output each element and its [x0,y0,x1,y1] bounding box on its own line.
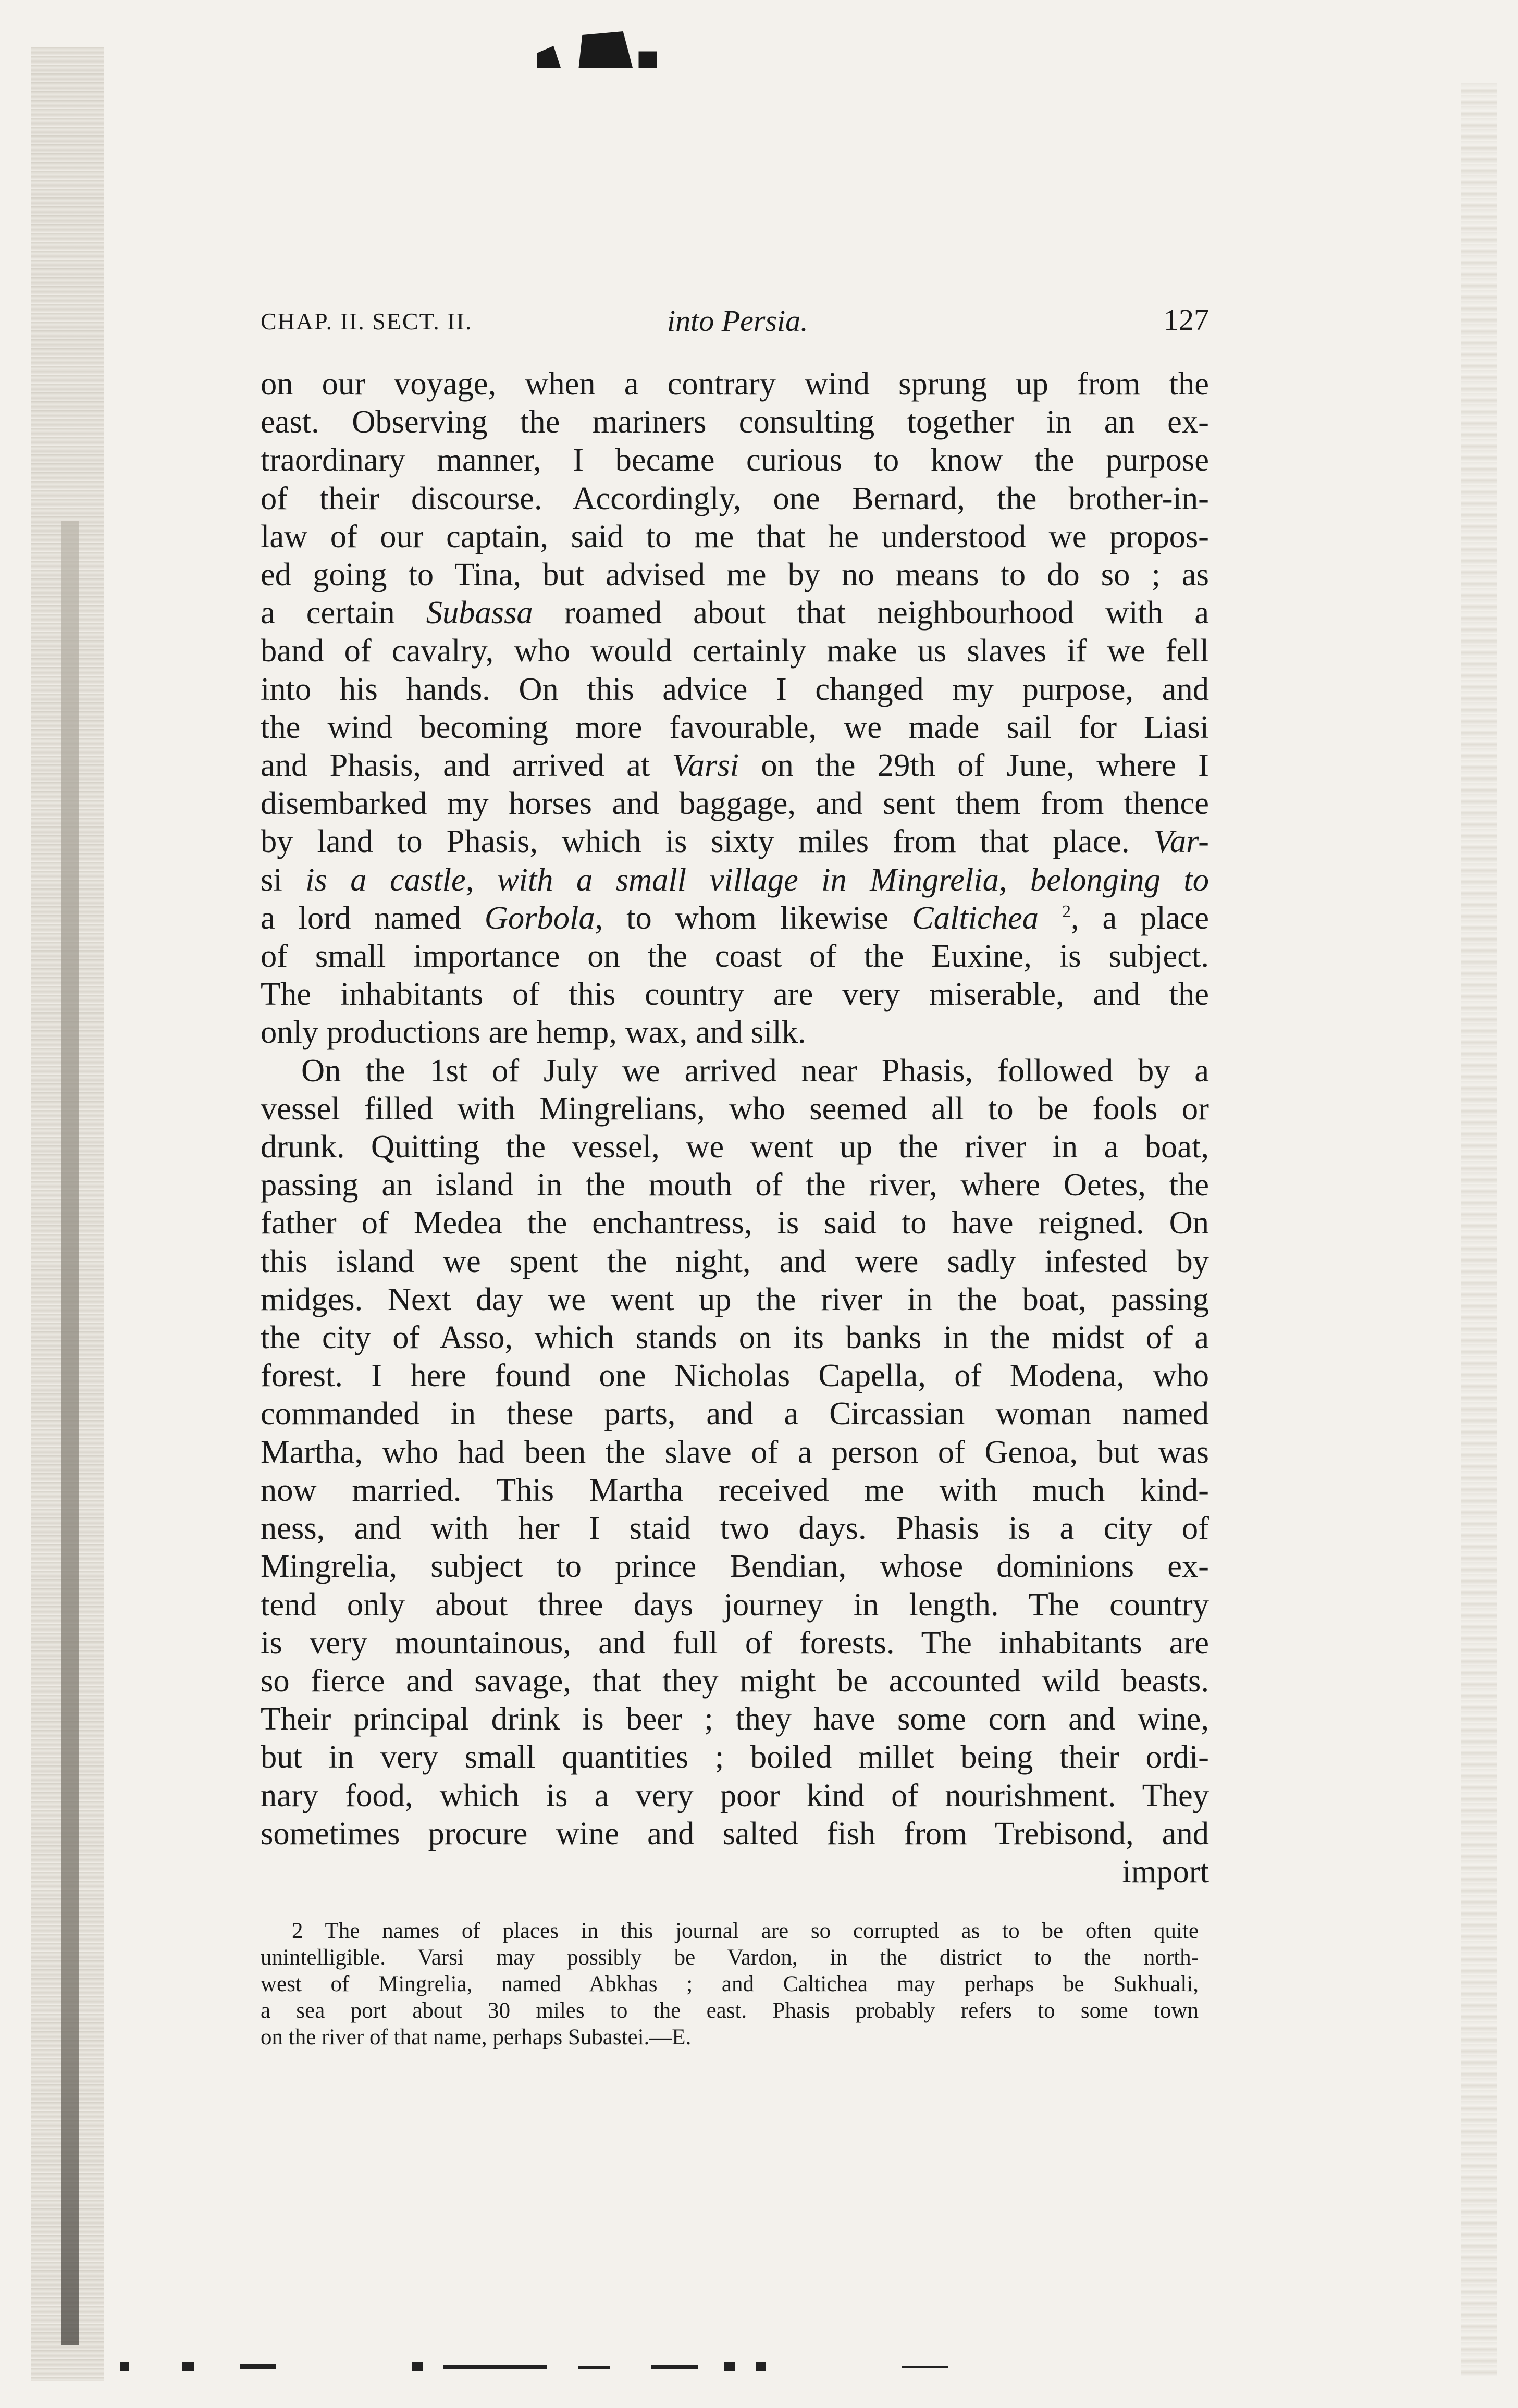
text-line: traordinary manner, I became curious to know the purpose [261,441,1209,478]
text-line: ness, and with her I staid two days. Phasis is a city of [261,1510,1209,1547]
footnote-line: 2 The names of places in this journal are so corrupted as to be often quite [292,1919,1199,1943]
text-line: of small importance on the coast of the Euxine, is subject. [261,937,1209,974]
text-line: The inhabitants of this country are very miserable, and the [261,975,1209,1012]
text-line: disembarked my horses and baggage, and sent them from thence [261,785,1209,822]
text-line: midges. Next day we went up the river in the boat, passing [261,1280,1209,1317]
text-line: forest. I here found one Nicholas Capella, of Modena, who [261,1357,1209,1394]
text-line: by land to Phasis, which is sixty miles from that place. Var- [261,823,1209,860]
text-line: sometimes procure wine and salted fish from Trebisond, and [261,1814,1209,1851]
text-line: father of Medea the enchantress, is said to have reigned. On [261,1204,1209,1241]
text-line: but in very small quantities ; boiled millet being their ordi- [261,1738,1209,1775]
text-line: ed going to Tina, but advised me by no means to do so ; as [261,556,1209,593]
text-line: east. Observing the mariners consulting together in an ex- [261,403,1209,440]
body-text [261,365,1209,1891]
running-head [261,303,1209,349]
text-line: band of cavalry, who would certainly make us slaves if we fell [261,632,1209,669]
text-line: the wind becoming more favourable, we made sail for Liasi [261,708,1209,745]
footnote-marker: 2 [1062,902,1071,921]
binding-shadow [61,521,79,2345]
text-line: drunk. Quitting the vessel, we went up the river in a boat, [261,1128,1209,1165]
text-line: the city of Asso, which stands on its banks in the midst of a [261,1319,1209,1356]
bottom-scan-marks [120,2355,954,2376]
text-line: nary food, which is a very poor kind of nourishment. They [261,1776,1209,1813]
footnote [261,1918,1199,2051]
text-line: si is a castle, with a small village in Mingrelia, belonging to [261,861,1209,898]
text-line: On the 1st of July we arrived near Phasis, followed by a [301,1052,1209,1089]
text-line: into his hands. On this advice I changed my purpose, and [261,670,1209,707]
text-line: now married. This Martha received me with much kind- [261,1471,1209,1508]
text-line: Their principal drink is beer ; they have some corn and wine, [261,1700,1209,1737]
scan-edge-right [1461,83,1497,2376]
footnote-line: a sea port about 30 miles to the east. Phasis probably refers to some town [261,1998,1199,2023]
running-title: into Persia. [667,304,808,338]
footnote-line: on the river of that name, perhaps Subastei.—E. [261,2025,692,2049]
text-line: passing an island in the mouth of the river, where Oetes, the [261,1166,1209,1203]
text-line: of their discourse. Accordingly, one Bernard, the brother-in- [261,479,1209,516]
text-line: on our voyage, when a contrary wind sprung up from the [261,365,1209,402]
footnote-line: unintelligible. Varsi may possibly be Vardon, in the district to the north- [261,1945,1199,1970]
text-line: only productions are hemp, wax, and silk. [261,1014,806,1051]
text-line: Martha, who had been the slave of a person of Genoa, but was [261,1433,1209,1470]
text-line: tend only about three days journey in length. The country [261,1586,1209,1623]
text-line: a certain Subassa roamed about that neighbourhood with a [261,594,1209,631]
text-line: a lord named Gorbola, to whom likewise Caltichea $^2$, a place [261,899,1210,936]
text-line: and Phasis, and arrived at Varsi on the 29th of June, where I [261,747,1209,784]
text-line: law of our captain, said to me that he understood we propos- [261,517,1209,554]
ink-blot-mark [537,31,657,68]
text-line: commanded in these parts, and a Circassian woman named [261,1395,1209,1432]
text-line: import [1122,1853,1209,1890]
text-line: this island we spent the night, and were sadly infested by [261,1242,1209,1279]
text-line: is very mountainous, and full of forests. The inhabitants are [261,1624,1209,1661]
footnote-line: west of Mingrelia, named Abkhas ; and Caltichea may perhaps be Sukhuali, [261,1972,1199,1996]
text-line: vessel filled with Mingrelians, who seemed all to be fools or [261,1090,1209,1127]
chapter-section-label: CHAP. II. SECT. II. [261,308,473,335]
text-line: Mingrelia, subject to prince Bendian, whose dominions ex- [261,1548,1209,1585]
text-line: so fierce and savage, that they might be accounted wild beasts. [261,1662,1209,1699]
page-number: 127 [1164,303,1209,337]
